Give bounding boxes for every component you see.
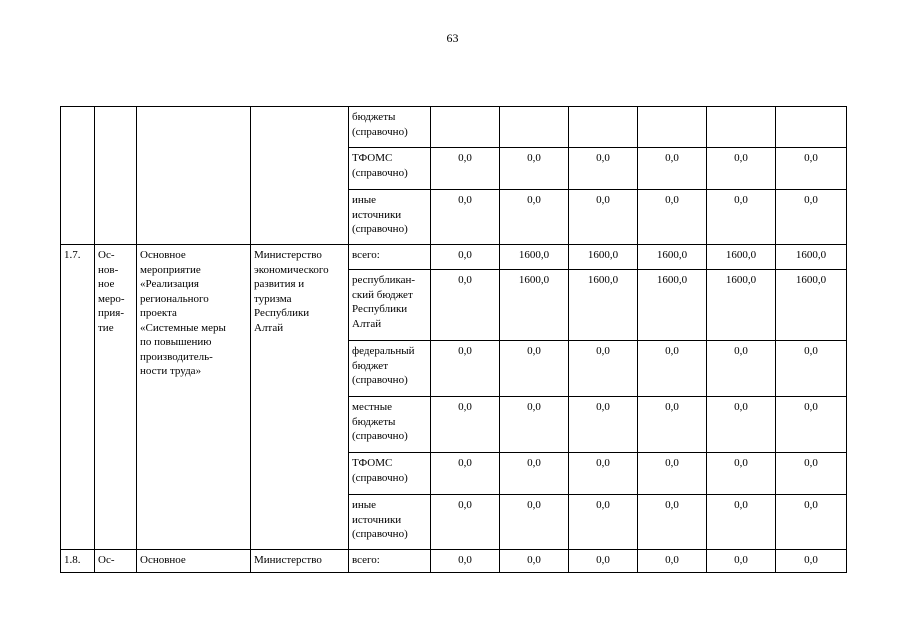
value-cell: 0,0 xyxy=(707,495,776,550)
row-number-cell xyxy=(61,107,95,245)
value-cell: 0,0 xyxy=(431,341,500,397)
value-cell: 0,0 xyxy=(569,148,638,190)
value-cell: 0,0 xyxy=(707,397,776,453)
value-cell: 0,0 xyxy=(569,341,638,397)
budget-table xyxy=(60,106,847,573)
value-cell: 0,0 xyxy=(707,341,776,397)
funding-source-cell: иные источники (справочно) xyxy=(349,190,431,245)
value-cell: 0,0 xyxy=(500,550,569,573)
value-cell: 0,0 xyxy=(638,148,707,190)
activity-name-cell: Основное мероприятие «Реализация регионального проекта «Системные меры по повышению производитель- ности труда» xyxy=(137,245,251,550)
value-cell: 0,0 xyxy=(638,397,707,453)
value-cell: 0,0 xyxy=(776,453,847,495)
table-row xyxy=(61,107,847,148)
value-cell: 1600,0 xyxy=(707,270,776,341)
value-cell: 0,0 xyxy=(569,453,638,495)
value-cell: 0,0 xyxy=(431,270,500,341)
value-cell: 1600,0 xyxy=(776,270,847,341)
value-cell: 1600,0 xyxy=(569,270,638,341)
funding-source-cell: республикан- ский бюджет Республики Алтай xyxy=(349,270,431,341)
value-cell: 0,0 xyxy=(569,495,638,550)
value-cell: 0,0 xyxy=(431,245,500,270)
value-cell: 0,0 xyxy=(569,397,638,453)
value-cell xyxy=(776,107,847,148)
value-cell: 0,0 xyxy=(431,190,500,245)
activity-name-cell xyxy=(137,107,251,245)
funding-source-cell: федеральный бюджет (справочно) xyxy=(349,341,431,397)
executor-cell: Министерство xyxy=(251,550,349,573)
row-number-cell: 1.8. xyxy=(61,550,95,573)
value-cell: 0,0 xyxy=(707,148,776,190)
page-number: 63 xyxy=(446,31,459,45)
value-cell: 0,0 xyxy=(776,148,847,190)
value-cell: 0,0 xyxy=(776,397,847,453)
value-cell: 0,0 xyxy=(776,190,847,245)
funding-source-cell: ТФОМС (справочно) xyxy=(349,148,431,190)
value-cell: 0,0 xyxy=(431,495,500,550)
executor-cell xyxy=(251,107,349,245)
value-cell: 0,0 xyxy=(638,341,707,397)
funding-source-cell: всего: xyxy=(349,550,431,573)
row-number-cell: 1.7. xyxy=(61,245,95,550)
value-cell: 0,0 xyxy=(707,190,776,245)
table-row xyxy=(61,550,847,573)
value-cell: 0,0 xyxy=(776,341,847,397)
value-cell: 0,0 xyxy=(431,453,500,495)
value-cell: 0,0 xyxy=(638,495,707,550)
value-cell: 1600,0 xyxy=(638,270,707,341)
value-cell: 0,0 xyxy=(569,190,638,245)
value-cell: 0,0 xyxy=(707,453,776,495)
value-cell: 0,0 xyxy=(638,453,707,495)
value-cell: 1600,0 xyxy=(776,245,847,270)
funding-source-cell: иные источники (справочно) xyxy=(349,495,431,550)
value-cell: 0,0 xyxy=(638,190,707,245)
value-cell: 0,0 xyxy=(431,550,500,573)
value-cell: 0,0 xyxy=(707,550,776,573)
value-cell: 1600,0 xyxy=(500,245,569,270)
value-cell xyxy=(500,107,569,148)
table-row xyxy=(61,245,847,270)
value-cell: 0,0 xyxy=(500,397,569,453)
activity-name-cell: Основное xyxy=(137,550,251,573)
funding-source-cell: ТФОМС (справочно) xyxy=(349,453,431,495)
value-cell xyxy=(707,107,776,148)
value-cell: 0,0 xyxy=(776,550,847,573)
value-cell: 0,0 xyxy=(776,495,847,550)
activity-type-cell: Ос- нов- ное меро- прия- тие xyxy=(95,245,137,550)
value-cell: 1600,0 xyxy=(569,245,638,270)
value-cell: 0,0 xyxy=(431,148,500,190)
activity-type-cell xyxy=(95,107,137,245)
value-cell: 0,0 xyxy=(569,550,638,573)
activity-type-cell: Ос- xyxy=(95,550,137,573)
value-cell xyxy=(569,107,638,148)
value-cell: 0,0 xyxy=(638,550,707,573)
funding-source-cell: местные бюджеты (справочно) xyxy=(349,397,431,453)
value-cell: 0,0 xyxy=(500,148,569,190)
value-cell: 0,0 xyxy=(500,453,569,495)
value-cell: 0,0 xyxy=(500,495,569,550)
funding-source-cell: всего: xyxy=(349,245,431,270)
value-cell: 0,0 xyxy=(431,397,500,453)
value-cell: 1600,0 xyxy=(500,270,569,341)
executor-cell: Министерство экономического развития и туризма Республики Алтай xyxy=(251,245,349,550)
value-cell xyxy=(638,107,707,148)
value-cell: 0,0 xyxy=(500,341,569,397)
value-cell: 0,0 xyxy=(500,190,569,245)
value-cell: 1600,0 xyxy=(707,245,776,270)
value-cell xyxy=(431,107,500,148)
value-cell: 1600,0 xyxy=(638,245,707,270)
funding-source-cell: бюджеты (справочно) xyxy=(349,107,431,148)
